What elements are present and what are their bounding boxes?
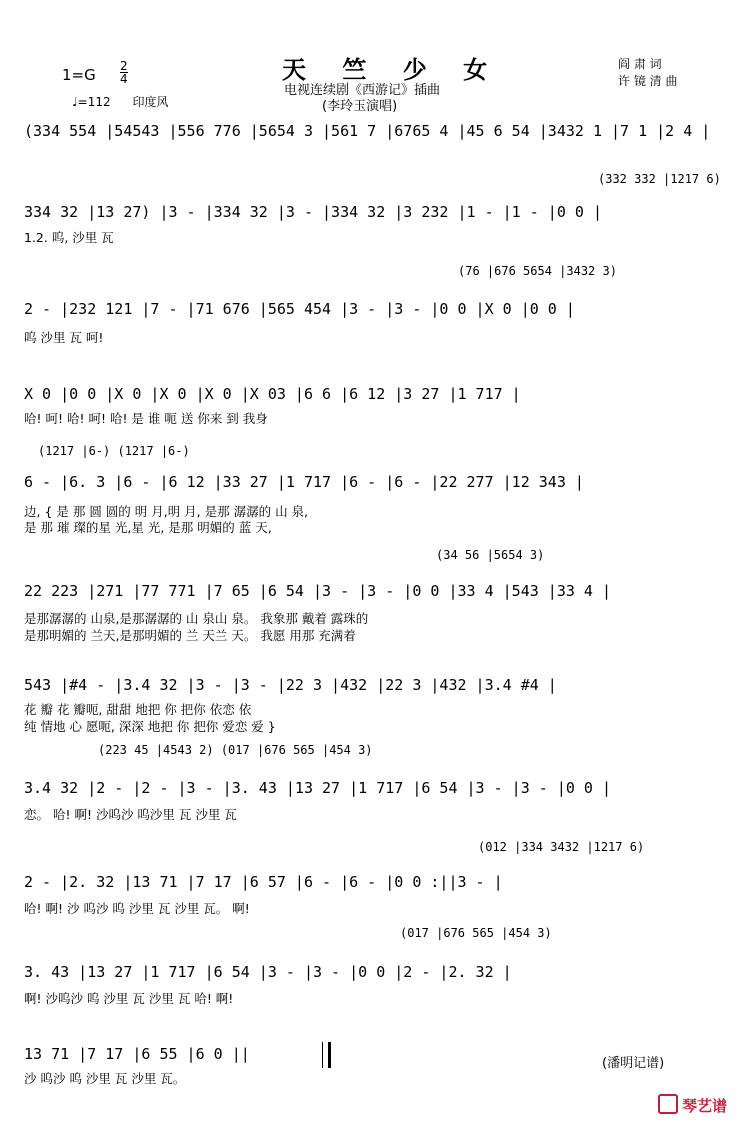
- brand-name: 琴艺谱: [682, 1097, 728, 1115]
- notation-line: 543 |#4 - |3.4 32 |3 - |3 - |22 3 |432 |22 3 |432 |3.4 #4 |: [24, 676, 557, 694]
- lyric-line: 啊! 沙呜沙 呜 沙里 瓦 沙里 瓦 哈! 啊!: [24, 991, 234, 1006]
- notation-line: 2 - |2. 32 |13 71 |7 17 |6 57 |6 - |6 - |0 0 :||3 - |: [24, 873, 503, 891]
- composer-credit: 许 镜 清 曲: [618, 74, 678, 88]
- instrumental-fill: (012 |334 3432 |1217 6): [478, 840, 645, 854]
- lyric-line: 哈! 啊! 沙 呜沙 呜 沙里 瓦 沙里 瓦。 啊!: [24, 901, 250, 916]
- time-signature: [120, 60, 128, 85]
- lyric-line: 边, { 是 那 圆 圆的 明 月,明 月, 是那 潺潺的 山 泉,: [24, 504, 309, 519]
- lyric-line: 是那潺潺的 山泉,是那潺潺的 山 泉山 泉。 我象那 戴着 露珠的: [24, 611, 369, 626]
- lyric-line: 沙 呜沙 呜 沙里 瓦 沙里 瓦。: [24, 1071, 186, 1086]
- meter-bottom: 4: [120, 72, 128, 86]
- lyric-line: 花 瓣 花 瓣呃, 甜甜 地把 你 把你 依恋 依: [24, 702, 252, 717]
- lyric-line: 恋。 哈! 啊! 沙呜沙 呜沙里 瓦 沙里 瓦: [24, 807, 237, 822]
- notation-line: X 0 |0 0 |X 0 |X 0 |X 0 |X 03 |6 6 |6 12 |3 27 |1 717 |: [24, 385, 521, 403]
- tempo-value: ♩=112: [72, 95, 111, 109]
- notation-line: 22 223 |271 |77 771 |7 65 |6 54 |3 - |3 - |0 0 |33 4 |543 |33 4 |: [24, 582, 611, 600]
- lyricist-credit: 阎 肃 词: [618, 57, 662, 71]
- notation-line: 13 71 |7 17 |6 55 |6 0 ||: [24, 1045, 250, 1063]
- lyric-line: 是那明媚的 兰天,是那明媚的 兰 天兰 天。 我愿 用那 充满着: [24, 628, 356, 643]
- final-barline: [322, 1042, 331, 1068]
- lyric-line: 哈! 呵! 哈! 呵! 哈! 是 谁 呃 送 你来 到 我身: [24, 411, 268, 426]
- notation-line: 3.4 32 |2 - |2 - |3 - |3. 43 |13 27 |1 717 |6 54 |3 - |3 - |0 0 |: [24, 779, 611, 797]
- key-signature: 1=G: [62, 66, 96, 84]
- tempo-marking: [72, 93, 168, 110]
- song-subtitle: 电视连续剧《西游记》插曲: [284, 83, 441, 98]
- song-title: 天 竺 少 女: [282, 55, 502, 84]
- instrumental-fill: (017 |676 565 |454 3): [400, 926, 552, 940]
- instrumental-fill: (332 332 |1217 6): [598, 172, 721, 186]
- lyric-line: 纯 情地 心 愿呃, 深深 地把 你 把你 爱恋 爱 }: [24, 719, 276, 734]
- instrumental-fill: (223 45 |4543 2) (017 |676 565 |454 3): [98, 743, 373, 757]
- meter-top: 2: [120, 59, 128, 73]
- instrumental-fill: (76 |676 5654 |3432 3): [458, 264, 617, 278]
- notation-line: 2 - |232 121 |7 - |71 676 |565 454 |3 - |3 - |0 0 |X 0 |0 0 |: [24, 300, 575, 318]
- instrumental-fill: (1217 |6-) (1217 |6-): [38, 444, 190, 458]
- lyric-line: 是 那 璀 璨的星 光,星 光, 是那 明媚的 蓝 天,: [24, 520, 272, 535]
- style-marking: 印度风: [132, 95, 169, 109]
- notation-line: 334 32 |13 27) |3 - |334 32 |3 - |334 32 |3 232 |1 - |1 - |0 0 |: [24, 203, 602, 221]
- transcriber-credit: (潘明记谱): [602, 1056, 665, 1071]
- logo-icon: [658, 1094, 678, 1114]
- lyric-line: 呜 沙里 瓦 呵!: [24, 330, 104, 345]
- notation-line: 3. 43 |13 27 |1 717 |6 54 |3 - |3 - |0 0 |2 - |2. 32 |: [24, 963, 512, 981]
- notation-line: 6 - |6. 3 |6 - |6 12 |33 27 |1 717 |6 - |6 - |22 277 |12 343 |: [24, 473, 584, 491]
- instrumental-fill: (34 56 |5654 3): [436, 548, 545, 562]
- notation-line: (334 554 |54543 |556 776 |5654 3 |561 7 |6765 4 |45 6 54 |3432 1 |7 1 |2 4 |: [24, 122, 711, 140]
- brand-logo: [658, 1094, 727, 1116]
- singer-credit: (李玲玉演唱): [322, 99, 398, 114]
- lyric-line: 1.2. 呜, 沙里 瓦: [24, 230, 114, 245]
